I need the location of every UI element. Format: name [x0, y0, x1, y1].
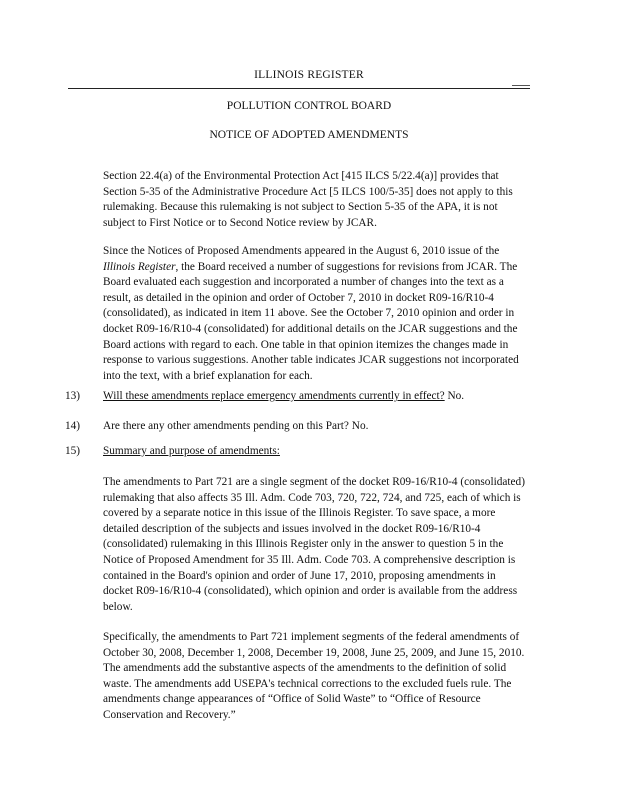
question-number: 14) — [65, 420, 81, 432]
question-text: Will these amendments replace emergency amendments currently in effect? — [103, 390, 445, 402]
question-line — [103, 444, 280, 460]
register-italic: Illinois Register — [103, 260, 176, 273]
paragraph-apa-exemption: Section 22.4(a) of the Environmental Protection Act [415 ILCS 5/22.4(a)] provides that Section 5-35 of the Administrative Procedure Act [5 ILCS 100/5-35] does not apply to this rulemaking. Because this rulemaking is not subject to Section 5-35 of the APA, it is not subject to First Notice or to Second Notice review by JCAR. — [103, 170, 513, 229]
question-text: Summary and purpose of amendments: — [103, 445, 280, 457]
question-text: Are there any other amendments pending on this Part? — [103, 420, 349, 432]
question-line — [103, 389, 464, 405]
register-title: ILLINOIS REGISTER — [254, 69, 364, 81]
paragraph-specifics: Specifically, the amendments to Part 721 implement segments of the federal amendments of October 30, 2008, December 1, 2008, December 19, 2008, June 25, 2009, and June 15, 2010. The amendments add the substantive aspects of the amendments to the definition of solid waste. The amendments add USEPA's technical corrections to the excluded fuels rule. The amendments change appearances of “Office of Solid Waste” to “Office of Resource Conservation and Recovery.” — [103, 631, 525, 721]
question-line — [103, 419, 368, 435]
question-answer: No. — [351, 420, 369, 432]
header-divider — [68, 88, 530, 89]
header-divider-mark — [512, 85, 530, 86]
question-number: 13) — [65, 390, 81, 402]
question-answer: No. — [447, 390, 465, 402]
paragraph-summary: The amendments to Part 721 are a single segment of the docket R09-16/R10-4 (consolidated) rulemaking that also affects 35 Ill. Adm. Code 703, 720, 722, 724, and 725, each of which is covered by a separate notice in this issue of the Illinois Register. To save space, a more detailed description of the subjects and issues involved in the docket R09-16/R10-4 (consolidated) rulemaking in this Illinois Register only in the answer to question 5 in the Notice of Proposed Amendment for 35 Ill. Adm. Code 703. A comprehensive description is contained in the Board's opinion and order of June 17, 2010, proposing amendments in docket R09-16/R10-4 (consolidated), which opinion and order is available from the address below. — [103, 476, 525, 613]
paragraph-jcar-suggestions — [103, 244, 528, 384]
paragraph-jcar-text-1: Since the Notices of Proposed Amendments appeared in the August 6, 2010 issue of the — [103, 245, 500, 257]
notice-type: NOTICE OF ADOPTED AMENDMENTS — [209, 129, 409, 141]
agency-name: POLLUTION CONTROL BOARD — [226, 100, 392, 112]
question-number: 15) — [65, 445, 81, 457]
paragraph-jcar-text-2: , the Board received a number of suggestions for revisions from JCAR. The Board evaluated each suggestion and incorporated a number of changes into the text as a result, as detailed in the opinion and order of October 7, 2010 in docket R09-16/R10-4 (consolidated), as indicated in item 11 above. See the October 7, 2010 opinion and order in docket R09-16/R10-4 (consolidated) for additional details on the JCAR suggestions and the Board actions with regard to each. One table in that opinion itemizes the changes made in response to various suggestions. Another table indicates JCAR suggestions not incorporated into the text, with a brief explanation for each. — [103, 260, 519, 382]
